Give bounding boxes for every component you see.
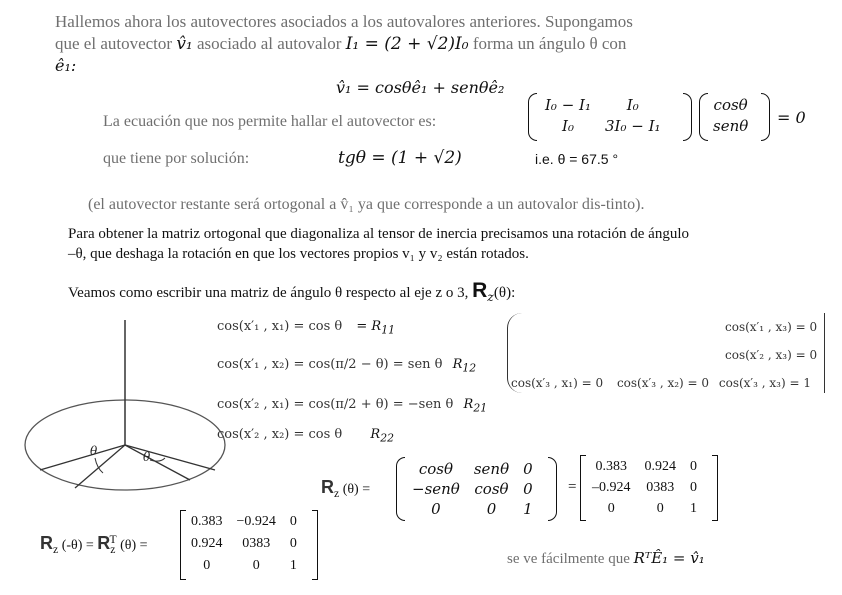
rzinv-sub-a: z <box>53 542 59 556</box>
rz-num-33: 1 <box>690 501 697 516</box>
solution-ie: i.e. θ = 67.5 ° <box>535 151 619 167</box>
intro-eigenvalue: I₁ = (2 + √2)I₀ <box>345 34 469 54</box>
rz-num-23: 0 <box>690 480 697 495</box>
eq-v-cos: cosθ <box>713 96 748 114</box>
solution-label: que tiene por solución: <box>103 150 250 167</box>
right-row-1: cos(x′₁ , x₃) = 0 <box>725 320 818 334</box>
figure-theta-left: θ <box>90 444 98 458</box>
cos-row-1 <box>217 319 395 337</box>
rz-label <box>321 477 370 500</box>
figure-theta-right: θ <box>143 450 151 464</box>
final-eq: RᵀÊ₁ = v̂₁ <box>633 549 705 567</box>
rzinv-right-bracket <box>312 510 318 580</box>
cos-row-1-rhs: = $R_{11}$ <box>356 319 396 337</box>
remark: (el autovector restante será ortogonal a v̂₁ ya que corresponde a un autovalor dis-tinto). <box>88 196 645 213</box>
rzinv-33: 1 <box>289 558 297 573</box>
right-rows-close <box>818 313 825 393</box>
intro-v1: v̂₁ <box>176 34 193 54</box>
rz-sym-left-paren <box>396 457 405 521</box>
rzinv-sub-b: z <box>110 542 116 556</box>
rz-num-matrix <box>585 456 704 519</box>
rz-num-32: 0 <box>656 501 664 516</box>
rzinv-13: 0 <box>289 514 297 529</box>
final-line <box>507 549 705 568</box>
eq-vector <box>706 95 755 137</box>
eq-matrix-left-paren <box>528 93 537 141</box>
para2 <box>68 279 515 304</box>
cos-row-2-lhs: cos(x′₁ , x₂) = cos(π/2 − θ) = sen θ <box>217 357 443 372</box>
para2-R: R <box>472 279 488 302</box>
rz-num-31: 0 <box>607 501 615 516</box>
rzinv-label <box>40 533 148 556</box>
eq-m22: 3I₀ − I₁ <box>604 117 661 135</box>
right-row-3a: cos(x′₃ , x₁) = 0 <box>511 376 604 390</box>
cos-row-2-rhs: $R_{12}$ <box>452 357 477 375</box>
para1-line-1: Para obtener la matriz ortogonal que diagonaliza al tensor de inercia precisamos una rotación de ángulo <box>68 226 690 242</box>
eq-label: La ecuación que nos permite hallar el autovector es: <box>103 113 437 130</box>
rzinv-mid: (-θ) = <box>58 538 98 553</box>
intro-text-b: asociado al autovalor <box>196 34 342 53</box>
cos-row-3-lhs: cos(x′₂ , x₁) = cos(π/2 + θ) = −sen θ <box>217 397 454 412</box>
intro-line-3: ê₁: <box>55 56 77 75</box>
right-row-3c: cos(x′₃ , x₃) = 1 <box>718 376 811 390</box>
rotation-figure <box>0 310 230 500</box>
rz-num-22: 0383 <box>646 480 675 495</box>
rz-sym-11: cosθ <box>418 460 453 478</box>
para2-arg: (θ): <box>493 285 516 301</box>
rz-eq: = <box>568 479 577 495</box>
rzinv-23: 0 <box>289 536 297 551</box>
rzinv-R-a: R <box>40 533 53 553</box>
rz-arg: (θ) = <box>339 482 371 497</box>
eq-m12: I₀ <box>626 96 639 114</box>
cos-row-2 <box>217 357 476 375</box>
rz-num-11: 0.383 <box>595 459 627 474</box>
eq-v1: v̂₁ = cosθê₁ + senθê₂ <box>336 78 505 97</box>
cos-row-4-lhs: cos(x′₂ , x₂) = cos θ <box>217 427 343 442</box>
rz-R: R <box>321 477 334 497</box>
cos-row-3 <box>217 397 487 415</box>
rz-sym-31: 0 <box>431 500 441 518</box>
rzinv-31: 0 <box>203 558 211 573</box>
intro-text-c: forma un ángulo θ con <box>472 34 627 53</box>
cos-row-1-lhs: cos(x′₁ , x₁) = cos θ <box>217 319 343 334</box>
rz-num-12: 0.924 <box>644 459 676 474</box>
rzinv-22: 0383 <box>242 536 271 551</box>
rzinv-sup-b: T <box>109 533 117 547</box>
final-text: se ve fácilmente que <box>507 551 630 567</box>
rz-sym-right-paren <box>548 457 557 521</box>
rz-sub: z <box>334 486 340 500</box>
rz-sym-matrix <box>405 459 540 519</box>
right-row-3b: cos(x′₃ , x₂) = 0 <box>616 376 710 390</box>
cos-row-4-rhs: $R_{22}$ <box>370 427 394 445</box>
rz-num-right-bracket <box>712 455 718 521</box>
eq-matrix-right-paren <box>683 93 692 141</box>
rz-num-13: 0 <box>690 459 697 474</box>
rz-num-21: –0.924 <box>592 480 631 495</box>
intro-line-2 <box>55 34 626 54</box>
para2-text: Veamos como escribir una matriz de ángulo θ respecto al eje z o 3, <box>68 285 469 301</box>
rz-sym-13: 0 <box>523 460 533 478</box>
eq-vector-right-paren <box>761 93 770 141</box>
cos-row-3-rhs: $R_{21}$ <box>463 397 488 415</box>
eq-m21: I₀ <box>562 117 574 135</box>
rz-sym-22: cosθ <box>474 480 509 498</box>
eq-rhs: = 0 <box>777 108 806 127</box>
rzinv-matrix <box>184 511 304 577</box>
cos-row-4 <box>217 427 394 445</box>
solution-eq: tgθ = (1 + √2) <box>338 148 462 168</box>
rz-sym-32: 0 <box>486 500 497 518</box>
rz-sym-12: senθ <box>473 460 510 478</box>
eq-m11: I₀ − I₁ <box>545 96 591 114</box>
right-row-3 <box>511 376 811 390</box>
rzinv-21: 0.924 <box>191 536 223 551</box>
rz-sym-23: 0 <box>523 480 533 498</box>
intro-text-a: que el autovector <box>55 34 173 53</box>
rz-sym-21: −senθ <box>412 480 460 498</box>
rz-sym-33: 1 <box>523 500 533 518</box>
intro-line-1: Hallemos ahora los autovectores asociados a los autovalores anteriores. Supongamos <box>55 12 633 31</box>
rzinv-arg: (θ) = <box>116 538 148 553</box>
right-row-2: cos(x′₂ , x₃) = 0 <box>725 348 818 362</box>
para1-line-2: –θ, que deshaga la rotación en que los vectores propios v₁ y v₂ están rotados. <box>68 246 529 262</box>
rzinv-11: 0.383 <box>191 514 223 529</box>
para2-sub: z <box>487 289 494 304</box>
rzinv-R-b: R <box>97 533 111 553</box>
rzinv-12: −0.924 <box>236 514 276 529</box>
rzinv-32: 0 <box>252 558 260 573</box>
eq-v-sen: senθ <box>713 117 749 135</box>
eq-matrix <box>538 95 668 137</box>
